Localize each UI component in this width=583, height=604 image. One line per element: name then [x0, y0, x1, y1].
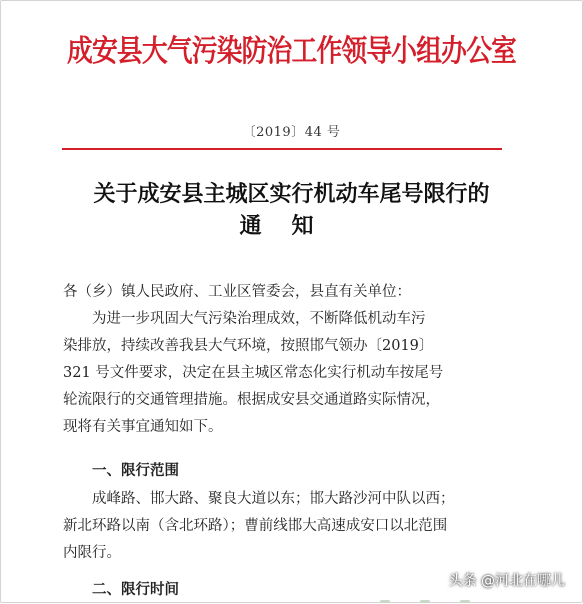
section-heading-time: 二、限行时间: [92, 582, 179, 598]
watermark-label: 头条 @河北在哪儿: [448, 573, 565, 589]
title-line-1: 关于成安县主城区实行机动车尾号限行的: [93, 182, 490, 207]
paragraph-line: 成峰路、邯大路、聚良大道以东；邯大路沙河中队以西；: [92, 491, 455, 507]
paragraph-line: 内限行。: [63, 545, 121, 561]
page-indicator-dots: [380, 599, 500, 603]
title-line-2: 通知: [239, 214, 344, 239]
paragraph-line: 新北环路以南（含北环路）；曹前线邯大高速成安口以北范围: [63, 518, 448, 534]
paragraph-line: 轮流限行的交通管理措施。根据成安县交通道路实际情况，: [63, 392, 440, 408]
issuing-office-header: 成安县大气污染防治工作领导小组办公室: [67, 34, 516, 69]
salutation: 各（乡）镇人民政府、工业区管委会，县直有关单位：: [63, 284, 411, 300]
paragraph-line: 321 号文件要求，决定在县主城区常态化实行机动车按尾号: [63, 365, 444, 381]
paragraph-scope: [63, 486, 513, 567]
paragraph-line: 染排放，持续改善我县大气环境，按照邯气领办〔2019〕: [63, 338, 434, 354]
document-number: 〔2019〕44 号: [242, 125, 341, 140]
red-divider-line: [62, 148, 502, 150]
paragraph-line: 现将有关事宜通知如下。: [63, 419, 223, 435]
paragraph-intro: [63, 306, 513, 441]
section-heading-scope: 一、限行范围: [92, 463, 179, 479]
document-title: [0, 180, 583, 242]
paragraph-line: 为进一步巩固大气污染治理成效，不断降低机动车污: [92, 311, 426, 327]
